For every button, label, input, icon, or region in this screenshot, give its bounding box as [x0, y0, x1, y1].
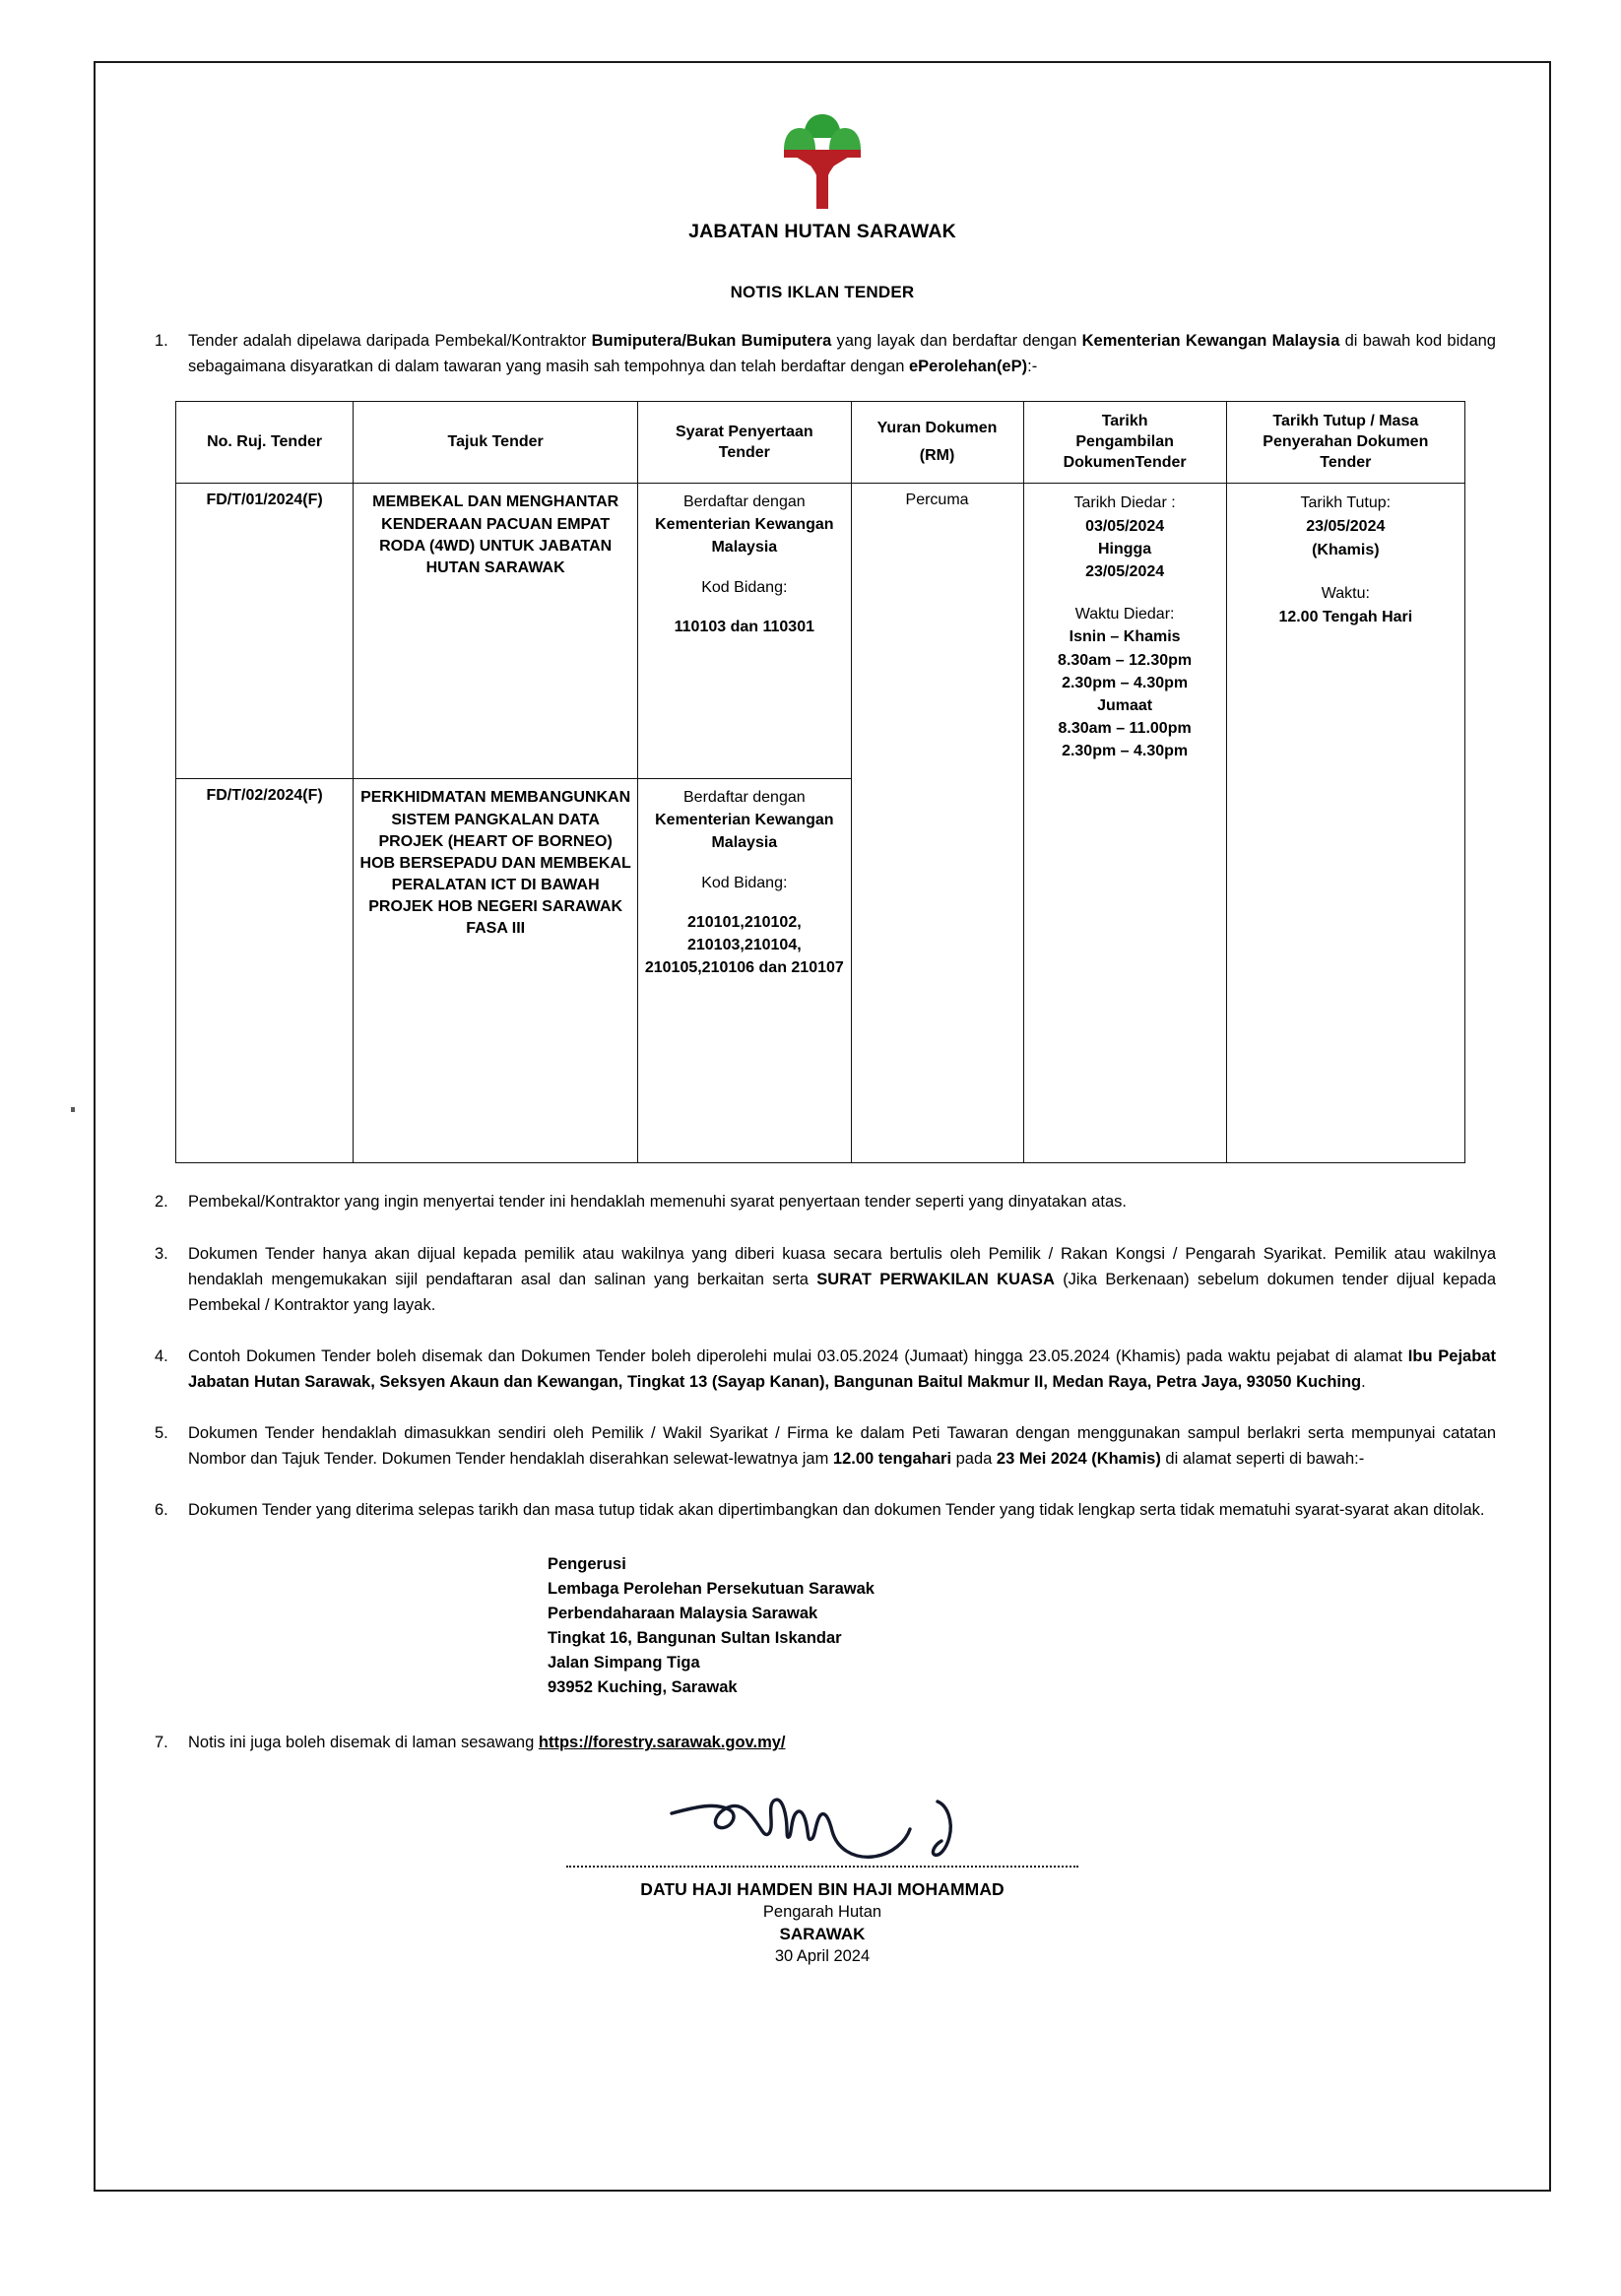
- col-header-ref: No. Ruj. Tender: [176, 402, 354, 484]
- address-line-lembaga: Lembaga Perolehan Persekutuan Sarawak: [548, 1580, 875, 1599]
- cell-syarat-1: [638, 484, 851, 779]
- diedar-end: 23/05/2024: [1085, 563, 1165, 581]
- cell-title-2: PERKHIDMATAN MEMBANGUNKAN SISTEM PANGKALAN DATA PROJEK (HEART OF BORNEO) HOB BERSEPADU DAN MEMBEKAL PERALATAN ICT DI BAWAH PROJEK HOB NEGERI SARAWAK FASA III: [354, 779, 638, 1163]
- cell-yuran: Percuma: [851, 484, 1023, 1163]
- address-line-perbendaharaan: Perbendaharaan Malaysia Sarawak: [548, 1605, 818, 1623]
- clause-5: [149, 1420, 1496, 1472]
- waktu-line-5: 8.30am – 11.00pm: [1058, 720, 1192, 738]
- tutup-waktu-label: Waktu:: [1321, 585, 1370, 603]
- cell-pengambilan: [1023, 484, 1226, 1163]
- cell-ref-2: FD/T/02/2024(F): [176, 779, 354, 1163]
- diedar-hingga: Hingga: [1097, 540, 1152, 558]
- signatory-role: Pengarah Hutan: [762, 1902, 882, 1921]
- waktu-diedar-label: Waktu Diedar:: [1074, 606, 1175, 623]
- tutup-waktu-value: 12.00 Tengah Hari: [1278, 609, 1413, 626]
- clause-7-number: 7.: [155, 1734, 168, 1752]
- clause-2-number: 2.: [155, 1193, 168, 1212]
- clause-4-number: 4.: [155, 1346, 168, 1365]
- signature-block: [149, 1780, 1496, 1966]
- col-header-pengambilan: Tarikh Pengambilan DokumenTender: [1023, 402, 1226, 484]
- waktu-line-1: Isnin – Khamis: [1069, 628, 1181, 646]
- clause-3: [149, 1241, 1496, 1318]
- clause-1-text: Tender adalah dipelawa daripada Pembekal/Kontraktor Bumiputera/Bukan Bumiputera yang layak dan berdaftar dengan Kementerian Kewangan Malaysia di bawah kod bidang sebagaimana disyaratkan di dalam tawaran yang masih sah tempohnya dan telah berdaftar dengan ePerolehan(eP):-: [188, 332, 1496, 376]
- col-header-title: Tajuk Tender: [354, 402, 638, 484]
- clause-1: [149, 328, 1496, 379]
- recipient-address-block: [548, 1552, 1496, 1700]
- clause-4-text: Contoh Dokumen Tender boleh disemak dan Dokumen Tender boleh diperolehi mulai 03.05.2024 (Jumaat) hingga 23.05.2024 (Khamis) pada waktu pejabat di alamat Ibu Pejabat Jabatan Hutan Sarawak, Seksyen Akaun dan Kewangan, Tingkat 13 (Sayap Kanan), Bangunan Baitul Makmur II, Medan Raya, Petra Jaya, 93050 Kuching.: [188, 1346, 1496, 1391]
- waktu-line-2: 8.30am – 12.30pm: [1058, 651, 1193, 669]
- table-header-row: [176, 402, 1465, 484]
- scan-artifact-speck: [71, 1107, 75, 1112]
- address-line-tingkat: Tingkat 16, Bangunan Sultan Iskandar: [548, 1629, 842, 1648]
- tutup-day: (Khamis): [1312, 542, 1380, 559]
- address-line-pengerusi: Pengerusi: [548, 1555, 626, 1574]
- syarat-codes-2: 210101,210102, 210103,210104, 210105,210106 dan 210107: [644, 914, 844, 976]
- forest-tree-logo-icon: [777, 98, 868, 217]
- organization-name: JABATAN HUTAN SARAWAK: [688, 221, 956, 242]
- clause-3-number: 3.: [155, 1244, 168, 1263]
- clause-2: [149, 1189, 1496, 1214]
- clause-5-number: 5.: [155, 1423, 168, 1442]
- document-header: [149, 98, 1496, 302]
- syarat-ministry-2: Kementerian Kewangan Malaysia: [655, 812, 834, 851]
- clause-2-text: Pembekal/Kontraktor yang ingin menyertai tender ini hendaklah memenuhi syarat penyertaan tender seperti yang dinyatakan atas.: [188, 1193, 1127, 1212]
- clause-7-text: Notis ini juga boleh disemak di laman sesawang https://forestry.sarawak.gov.my/: [188, 1734, 786, 1752]
- syarat-intro-1: Berdaftar dengan: [683, 493, 806, 511]
- syarat-codes-1: 110103 dan 110301: [674, 619, 814, 636]
- address-line-poskod: 93952 Kuching, Sarawak: [548, 1678, 738, 1697]
- clause-3-text: Dokumen Tender hanya akan dijual kepada pemilik atau wakilnya yang diberi kuasa secara bertulis oleh Pemilik / Rakan Kongsi / Pengarah Syarikat. Pemilik atau wakilnya hendaklah mengemukakan sijil pendaftaran asal dan salinan yang berkaitan serta SURAT PERWAKILAN KUASA (Jika Berkenaan) sebelum dokumen tender dijual kepada Pembekal / Kontraktor yang layak.: [188, 1244, 1497, 1314]
- syarat-ministry-1: Kementerian Kewangan Malaysia: [655, 516, 834, 556]
- col-header-yuran: Yuran Dokumen (RM): [851, 402, 1023, 484]
- clause-7: [149, 1730, 1496, 1755]
- tender-table: [175, 401, 1465, 1163]
- signature-date: 30 April 2024: [774, 1946, 871, 1965]
- cell-title-1: MEMBEKAL DAN MENGHANTAR KENDERAAN PACUAN EMPAT RODA (4WD) UNTUK JABATAN HUTAN SARAWAK: [354, 484, 638, 779]
- diedar-start: 03/05/2024: [1085, 517, 1165, 535]
- handwritten-signature-icon: [660, 1780, 985, 1870]
- cell-syarat-2: [638, 779, 851, 1163]
- col-header-tutup: Tarikh Tutup / Masa Penyerahan Dokumen Tender: [1226, 402, 1464, 484]
- cell-tutup: [1226, 484, 1464, 1163]
- waktu-line-3: 2.30pm – 4.30pm: [1062, 674, 1189, 691]
- table-row: [176, 484, 1465, 779]
- clause-6: [149, 1497, 1496, 1523]
- col-header-syarat: Syarat Penyertaan Tender: [638, 402, 851, 484]
- document-title: NOTIS IKLAN TENDER: [730, 283, 915, 301]
- address-line-jalan: Jalan Simpang Tiga: [548, 1654, 700, 1673]
- diedar-label: Tarikh Diedar :: [1073, 494, 1176, 512]
- clause-1-number: 1.: [155, 332, 168, 350]
- syarat-intro-2: Berdaftar dengan: [683, 789, 806, 807]
- document-page-border: [94, 61, 1551, 2192]
- website-link[interactable]: https://forestry.sarawak.gov.my/: [538, 1734, 786, 1752]
- syarat-kod-label-2: Kod Bidang:: [701, 874, 788, 891]
- signatory-state: SARAWAK: [779, 1924, 866, 1943]
- tutup-label: Tarikh Tutup:: [1300, 494, 1392, 512]
- cell-ref-1: FD/T/01/2024(F): [176, 484, 354, 779]
- signatory-name: DATU HAJI HAMDEN BIN HAJI MOHAMMAD: [640, 1878, 1005, 1899]
- tutup-date: 23/05/2024: [1306, 518, 1386, 536]
- syarat-kod-label-1: Kod Bidang:: [701, 578, 788, 596]
- clause-6-number: 6.: [155, 1500, 168, 1519]
- clause-6-text: Dokumen Tender yang diterima selepas tarikh dan masa tutup tidak akan dipertimbangkan dan dokumen Tender yang tidak lengkap serta tidak mematuhi syarat-syarat akan ditolak.: [188, 1500, 1485, 1519]
- clause-5-text: Dokumen Tender hendaklah dimasukkan sendiri oleh Pemilik / Wakil Syarikat / Firma ke dalam Peti Tawaran dengan menggunakan sampul berlakri serta mempunyai catatan Nombor dan Tajuk Tender. Dokumen Tender hendaklah diserahkan selewat-lewatnya jam 12.00 tengahari pada 23 Mei 2024 (Khamis) di alamat seperti di bawah:-: [188, 1423, 1496, 1468]
- clause-4: [149, 1344, 1496, 1395]
- waktu-line-4: Jumaat: [1097, 696, 1153, 714]
- signature-dotted-line: [566, 1865, 1078, 1868]
- waktu-line-6: 2.30pm – 4.30pm: [1062, 743, 1189, 760]
